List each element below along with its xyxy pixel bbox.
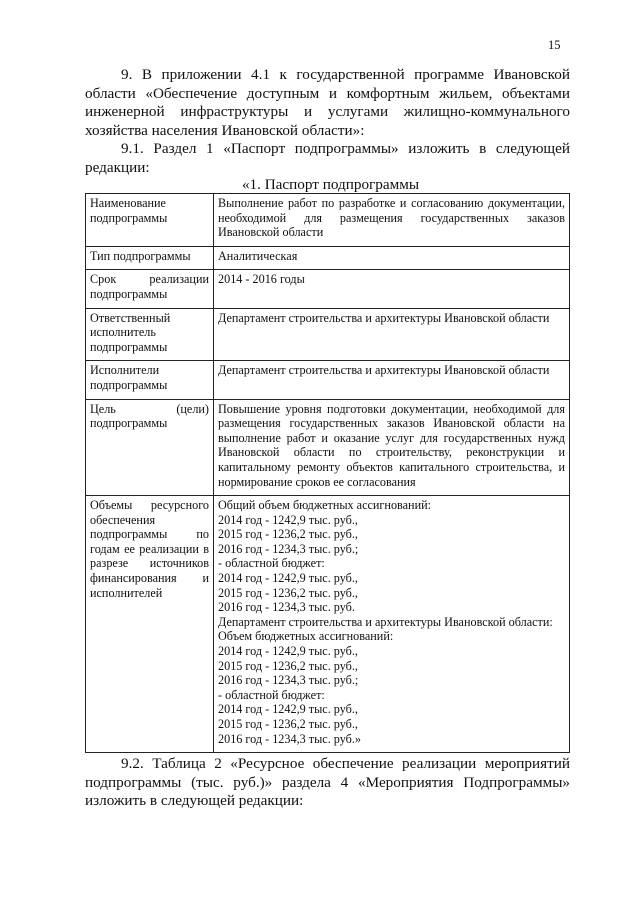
funding-line: 2014 год - 1242,9 тыс. руб., [218, 644, 358, 659]
row-value: 2014 - 2016 годы [214, 270, 570, 308]
funding-line: Объем бюджетных ассигнований: [218, 629, 394, 644]
funding-label: Объемы ресурсного обеспечения подпрограммы по годам ее реализации в разрезе источников финансирования и исполнителей [86, 496, 214, 753]
funding-line: 2015 год - 1236,2 тыс. руб., [218, 658, 358, 673]
funding-line: 2016 год - 1234,3 тыс. руб. [218, 600, 355, 615]
row-value: Департамент строительства и архитектуры Ивановской области [214, 361, 570, 399]
row-label: Цель (цели) подпрограммы [86, 399, 214, 496]
funding-line: - областной бюджет: [218, 556, 325, 571]
funding-line: 2016 год - 1234,3 тыс. руб.; [218, 541, 359, 556]
funding-line: - областной бюджет: [218, 687, 325, 702]
table-row-funding [86, 496, 570, 753]
table-row [86, 270, 570, 308]
funding-line: 2015 год - 1236,2 тыс. руб., [218, 717, 358, 731]
intro-paragraph: 9. В приложении 4.1 к государственной программе Ивановской области «Обеспечение доступным и комфортным жильем, объектами инженерной инфраструктуры и услугами жилищно-коммунального хозяйства населения Ивановской области»: [85, 66, 570, 139]
funding-line: Общий объем бюджетных ассигнований: [218, 498, 431, 513]
funding-line: 2014 год - 1242,9 тыс. руб., [218, 571, 358, 586]
row-value: Департамент строительства и архитектуры Ивановской области [214, 308, 570, 361]
funding-line: 2015 год - 1236,2 тыс. руб., [218, 527, 358, 542]
row-value: Повышение уровня подготовки документации, необходимой для размещения государственных заказов Ивановской области на выполнение работ и оказание услуг для государственных нужд Ивановской области по строительству, реконструкции и капитальному ремонту объектов капитального строительства, и нормирование сроков ее согласования [214, 399, 570, 496]
table-row [86, 246, 570, 270]
row-label: Тип подпрограммы [86, 246, 214, 270]
page-number: 15 [548, 38, 561, 52]
row-label: Исполнители подпрограммы [86, 361, 214, 399]
row-value: Аналитическая [214, 246, 570, 270]
passport-table [85, 193, 570, 753]
funding-line: 2016 год - 1234,3 тыс. руб.» [218, 731, 361, 746]
intro-subparagraph: 9.1. Раздел 1 «Паспорт подпрограммы» изложить в следующей редакции: [85, 140, 570, 176]
funding-value [214, 496, 570, 753]
row-value: Выполнение работ по разработке и согласованию документации, необходимой для размещения государственных заказов Ивановской области [214, 194, 570, 247]
funding-line: Департамент строительства и архитектуры Ивановской области: [218, 614, 553, 629]
table-caption: «1. Паспорт подпрограммы [241, 176, 420, 193]
document-body [85, 66, 570, 811]
row-label: Наименование подпрограммы [86, 194, 214, 247]
row-label: Ответственный исполнитель подпрограммы [86, 308, 214, 361]
table-row [86, 194, 570, 247]
funding-line: 2016 год - 1234,3 тыс. руб.; [218, 673, 359, 688]
table-row [86, 361, 570, 399]
table-row [86, 399, 570, 496]
closing-paragraph: 9.2. Таблица 2 «Ресурсное обеспечение реализации мероприятий подпрограммы (тыс. руб.)» раздела 4 «Мероприятия Подпрограммы» изложить в следующей редакции: [85, 755, 570, 810]
funding-line: 2014 год - 1242,9 тыс. руб., [218, 512, 358, 527]
table-row [86, 308, 570, 361]
funding-line: 2014 год - 1242,9 тыс. руб., [218, 702, 358, 717]
row-label: Срок реализации подпрограммы [86, 270, 214, 308]
funding-line: 2015 год - 1236,2 тыс. руб., [218, 585, 358, 600]
